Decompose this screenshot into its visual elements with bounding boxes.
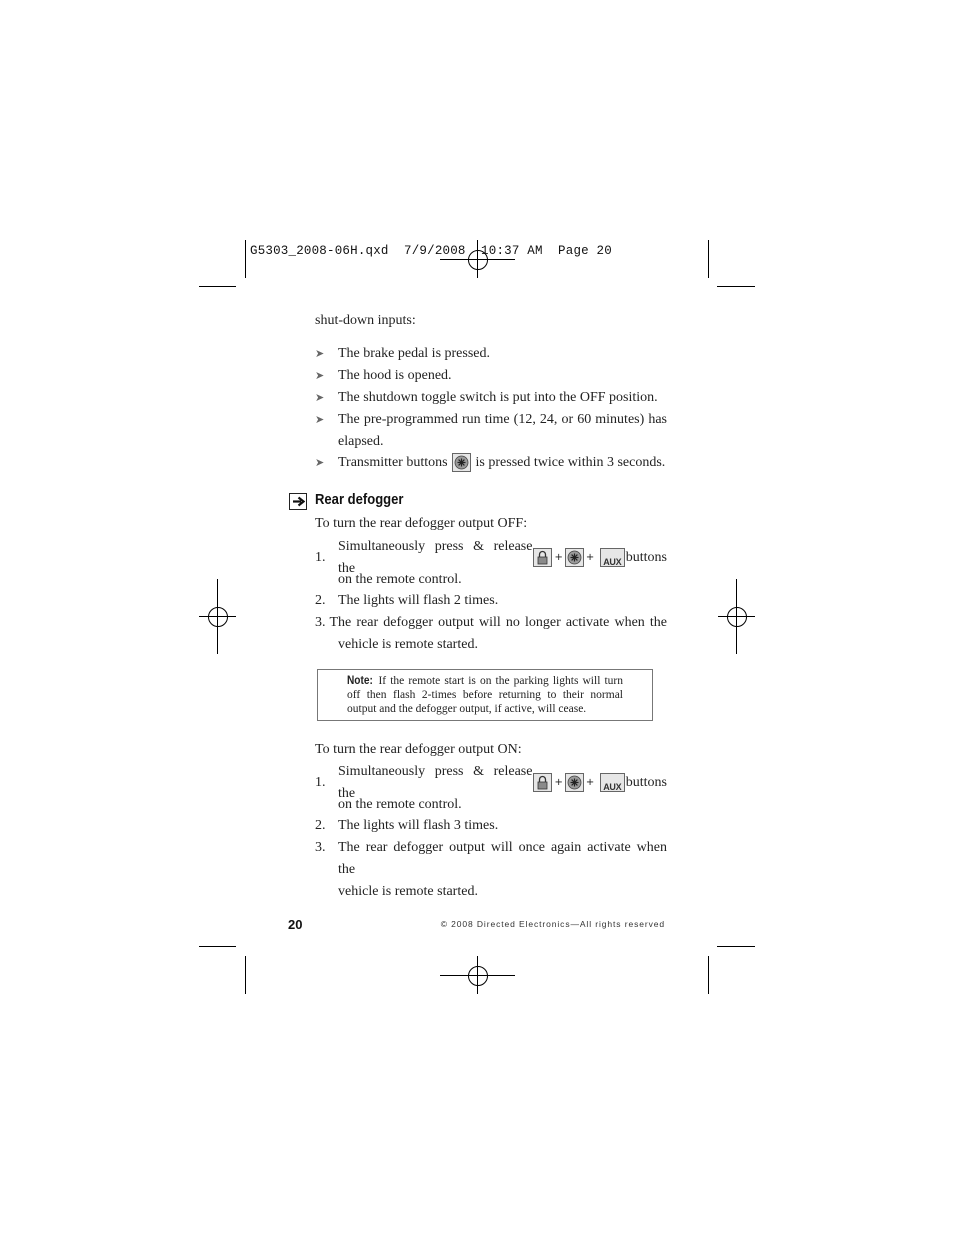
step-text-before: Simultaneously press & release the xyxy=(338,539,533,576)
step-text xyxy=(338,539,667,591)
step-text-after: buttons xyxy=(625,550,667,565)
step-text xyxy=(338,764,667,816)
plus-sign: + xyxy=(554,551,563,563)
star-button-icon xyxy=(452,453,471,472)
step-text-line2: on the remote control. xyxy=(338,797,462,812)
on-intro: To turn the rear defogger output ON: xyxy=(315,742,522,757)
step-text-after: buttons xyxy=(625,775,667,790)
bullet-arrow-icon: ➤ xyxy=(315,413,325,426)
lock-button-icon xyxy=(533,548,552,567)
star-button-icon xyxy=(565,773,584,792)
note-box xyxy=(317,669,653,721)
step-number: 1. xyxy=(315,775,326,790)
button-combo xyxy=(532,772,625,794)
page-number: 20 xyxy=(288,917,303,932)
bullet-arrow-icon: ➤ xyxy=(315,369,325,382)
section-arrow-icon xyxy=(289,493,307,510)
step-text-before: Simultaneously press & release the xyxy=(338,764,533,801)
step-number: 3. xyxy=(315,840,326,855)
aux-label: AUX xyxy=(603,782,622,793)
bullet-text: The pre-programmed run time (12, 24, or 60 minutes) has elapsed. xyxy=(338,412,667,449)
intro-text: shut-down inputs: xyxy=(315,313,416,328)
step-number: 2. xyxy=(315,818,326,833)
bullet-arrow-icon: ➤ xyxy=(315,347,325,360)
section-heading: Rear defogger xyxy=(315,492,404,508)
step-number: 3. xyxy=(315,615,326,630)
file-slug: G5303_2008-06H.qxd 7/9/2008 10:37 AM Page 20 xyxy=(250,244,612,258)
step-text-line2: on the remote control. xyxy=(338,572,462,587)
step-text-line2: vehicle is remote started. xyxy=(338,884,478,899)
bullet-text: The brake pedal is pressed. xyxy=(338,346,490,361)
bullet-text: The shutdown toggle switch is put into the OFF position. xyxy=(338,390,658,405)
bullet-text-before: Transmitter buttons xyxy=(338,455,448,470)
note-body: If the remote start is on the parking lights will turn off then flash 2-times before returning to their normal output and the defogger output, if active, will cease. xyxy=(347,675,623,715)
bullet-text: The hood is opened. xyxy=(338,368,452,383)
off-intro: To turn the rear defogger output OFF: xyxy=(315,516,528,531)
step-text: The lights will flash 3 times. xyxy=(338,818,499,833)
aux-button-icon xyxy=(600,773,625,792)
step-text-line1: The rear defogger output will no longer activate when the xyxy=(329,615,667,630)
step-number: 2. xyxy=(315,593,326,608)
note-label: Note: xyxy=(347,675,373,687)
plus-sign: + xyxy=(554,776,563,788)
lock-button-icon xyxy=(533,773,552,792)
copyright-notice: © 2008 Directed Electronics—All rights reserved xyxy=(440,919,665,929)
button-combo xyxy=(532,547,625,569)
plus-sign: + xyxy=(585,551,595,563)
step-text xyxy=(338,837,667,903)
bullet-text-after: is pressed twice within 3 seconds. xyxy=(475,455,666,470)
star-button-icon xyxy=(565,548,584,567)
step-text: The lights will flash 2 times. xyxy=(338,593,499,608)
aux-label: AUX xyxy=(603,557,622,568)
bullet-arrow-icon: ➤ xyxy=(315,456,325,469)
note-text xyxy=(347,674,623,716)
bullet-text xyxy=(338,452,667,474)
step-number: 1. xyxy=(315,550,326,565)
list-item xyxy=(315,612,667,656)
step-text-line2: vehicle is remote started. xyxy=(338,637,478,652)
aux-button-icon xyxy=(600,548,625,567)
step-text-line1: The rear defogger output will once again activate when the xyxy=(338,840,667,877)
plus-sign: + xyxy=(585,776,595,788)
bullet-arrow-icon: ➤ xyxy=(315,391,325,404)
